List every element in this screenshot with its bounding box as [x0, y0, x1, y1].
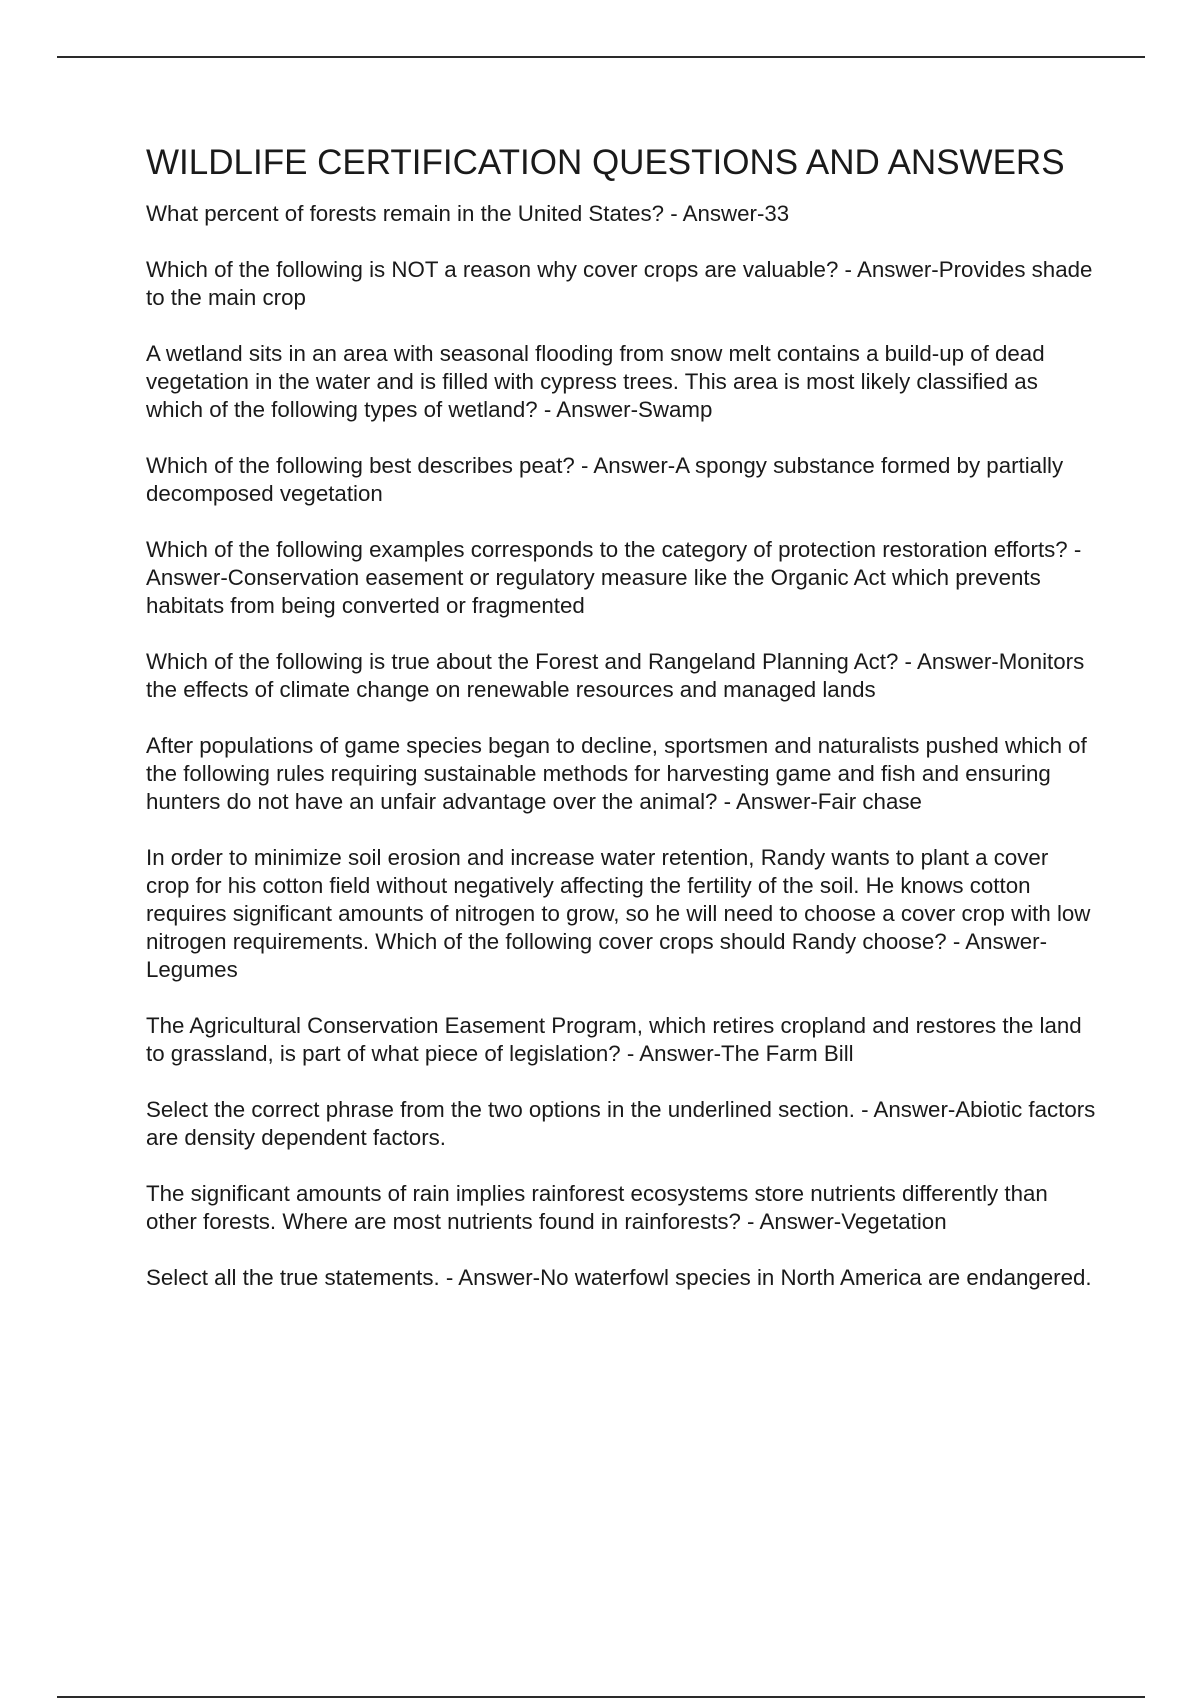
qa-entry-11: The significant amounts of rain implies rainforest ecosystems store nutrients differently than other forests. Where are most nutrients found in rainforests? - Answer-Vegetation: [146, 1181, 1048, 1234]
page-title: WILDLIFE CERTIFICATION QUESTIONS AND ANSWERS: [146, 143, 1065, 182]
qa-entry-2: Which of the following is NOT a reason why cover crops are valuable? - Answer-Provides shade to the main crop: [146, 257, 1093, 310]
document-body: [146, 142, 1096, 1320]
top-divider: [57, 56, 1145, 58]
qa-entry-12: Select all the true statements. - Answer-No waterfowl species in North America are endangered.: [146, 1265, 1092, 1290]
qa-entry-1: What percent of forests remain in the United States? - Answer-33: [146, 201, 790, 226]
qa-entry-4: Which of the following best describes peat? - Answer-A spongy substance formed by partially decomposed vegetation: [146, 453, 1064, 506]
qa-entry-10: Select the correct phrase from the two options in the underlined section. - Answer-Abiotic factors are density dependent factors.: [146, 1097, 1096, 1150]
bottom-divider: [57, 1696, 1145, 1698]
qa-entry-5: Which of the following examples corresponds to the category of protection restoration efforts? - Answer-Conservation easement or regulatory measure like the Organic Act which prevents habitats from being converted or fragmented: [146, 537, 1082, 618]
qa-entry-7: After populations of game species began to decline, sportsmen and naturalists pushed which of the following rules requiring sustainable methods for harvesting game and fish and ensuring hunters do not have an unfair advantage over the animal? - Answer-Fair chase: [146, 733, 1087, 814]
qa-entry-9: The Agricultural Conservation Easement Program, which retires cropland and restores the land to grassland, is part of what piece of legislation? - Answer-The Farm Bill: [146, 1013, 1082, 1066]
qa-entry-3: A wetland sits in an area with seasonal flooding from snow melt contains a build-up of dead vegetation in the water and is filled with cypress trees. This area is most likely classified as which of the following types of wetland? - Answer-Swamp: [146, 341, 1045, 422]
qa-entry-6: Which of the following is true about the Forest and Rangeland Planning Act? - Answer-Monitors the effects of climate change on renewable resources and managed lands: [146, 649, 1085, 702]
qa-entry-8: In order to minimize soil erosion and increase water retention, Randy wants to plant a cover crop for his cotton field without negatively affecting the fertility of the soil. He knows cotton requires significant amounts of nitrogen to grow, so he will need to choose a cover crop with low nitrogen requirements. Which of the following cover crops should Randy choose? - Answer-Legumes: [146, 845, 1091, 982]
